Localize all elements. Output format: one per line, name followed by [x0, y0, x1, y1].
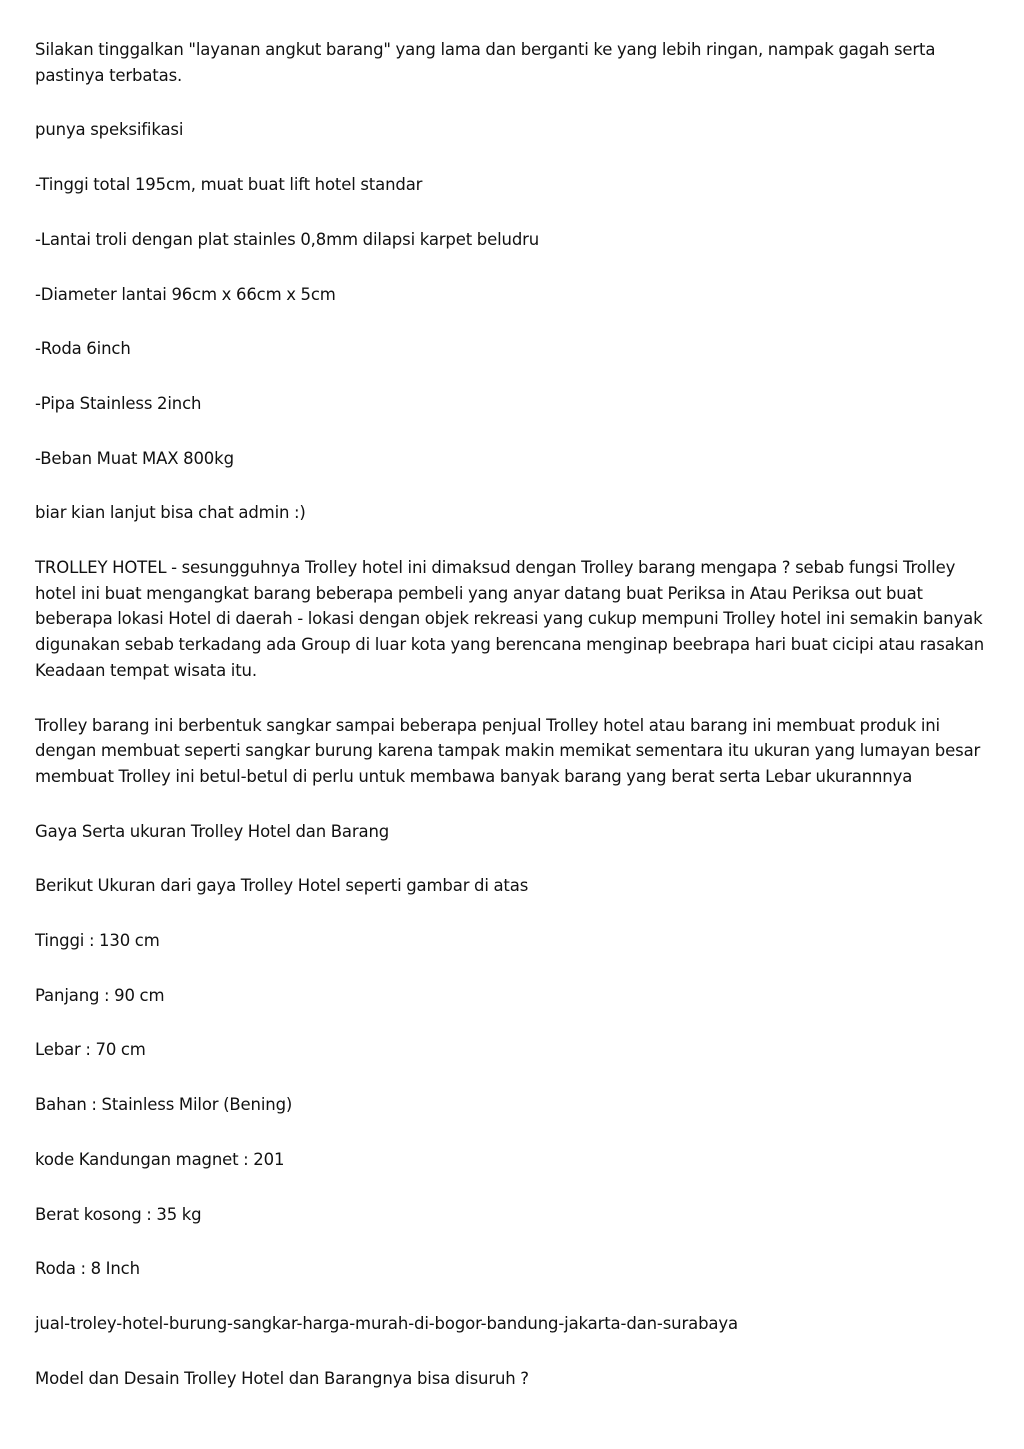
- style-size-heading: Gaya Serta ukuran Trolley Hotel dan Barang: [35, 821, 390, 841]
- spec-item-wheel: -Roda 6inch: [35, 339, 131, 359]
- spec-item-floor: -Lantai troli dengan plat stainles 0,8mm dilapsi karpet beludru: [35, 229, 540, 249]
- spec-item-pipe: -Pipa Stainless 2inch: [35, 393, 202, 413]
- size-material: Bahan : Stainless Milor (Bening): [35, 1095, 293, 1115]
- size-magnet-code: kode Kandungan magnet : 201: [35, 1149, 285, 1169]
- spec-item-load: -Beban Muat MAX 800kg: [35, 448, 234, 468]
- size-intro: Berikut Ukuran dari gaya Trolley Hotel seperti gambar di atas: [35, 876, 529, 896]
- model-design-question: Model dan Desain Trolley Hotel dan Barangnya bisa disuruh ?: [35, 1368, 529, 1388]
- size-height: Tinggi : 130 cm: [35, 931, 160, 951]
- spec-heading: punya speksifikasi: [35, 120, 184, 140]
- document-page: [35, 37, 995, 1420]
- contact-note: biar kian lanjut bisa chat admin :): [35, 503, 306, 523]
- size-empty-weight: Berat kosong : 35 kg: [35, 1204, 202, 1224]
- size-length: Panjang : 90 cm: [35, 985, 165, 1005]
- slug-line: jual-troley-hotel-burung-sangkar-harga-murah-di-bogor-bandung-jakarta-dan-surabaya: [35, 1313, 738, 1333]
- spec-item-height: -Tinggi total 195cm, muat buat lift hotel standar: [35, 175, 423, 195]
- trolley-barang-paragraph: Trolley barang ini berbentuk sangkar sampai beberapa penjual Trolley hotel atau barang ini membuat produk ini dengan membuat seperti sangkar burung karena tampak makin memikat sementara itu ukuran yang lumayan besar membuat Trolley ini betul-betul di perlu untuk membawa banyak barang yang berat serta Lebar ukurannnya: [35, 715, 981, 786]
- size-width: Lebar : 70 cm: [35, 1040, 146, 1060]
- spec-item-diameter: -Diameter lantai 96cm x 66cm x 5cm: [35, 284, 336, 304]
- size-wheel: Roda : 8 Inch: [35, 1259, 140, 1279]
- trolley-hotel-paragraph: TROLLEY HOTEL - sesungguhnya Trolley hotel ini dimaksud dengan Trolley barang mengapa ? sebab fungsi Trolley hotel ini buat mengangkat barang beberapa pembeli yang anyar datang buat Periksa in Atau Periksa out buat beberapa lokasi Hotel di daerah - lokasi dengan objek rekreasi yang cukup mempuni Trolley hotel ini semakin banyak digunakan sebab terkadang ada Group di luar kota yang berencana menginap beebrapa hari buat cicipi atau rasakan Keadaan tempat wisata itu.: [35, 558, 985, 680]
- intro-paragraph: Silakan tinggalkan "layanan angkut barang" yang lama dan berganti ke yang lebih ringan, nampak gagah serta pastinya terbatas.: [35, 40, 936, 85]
